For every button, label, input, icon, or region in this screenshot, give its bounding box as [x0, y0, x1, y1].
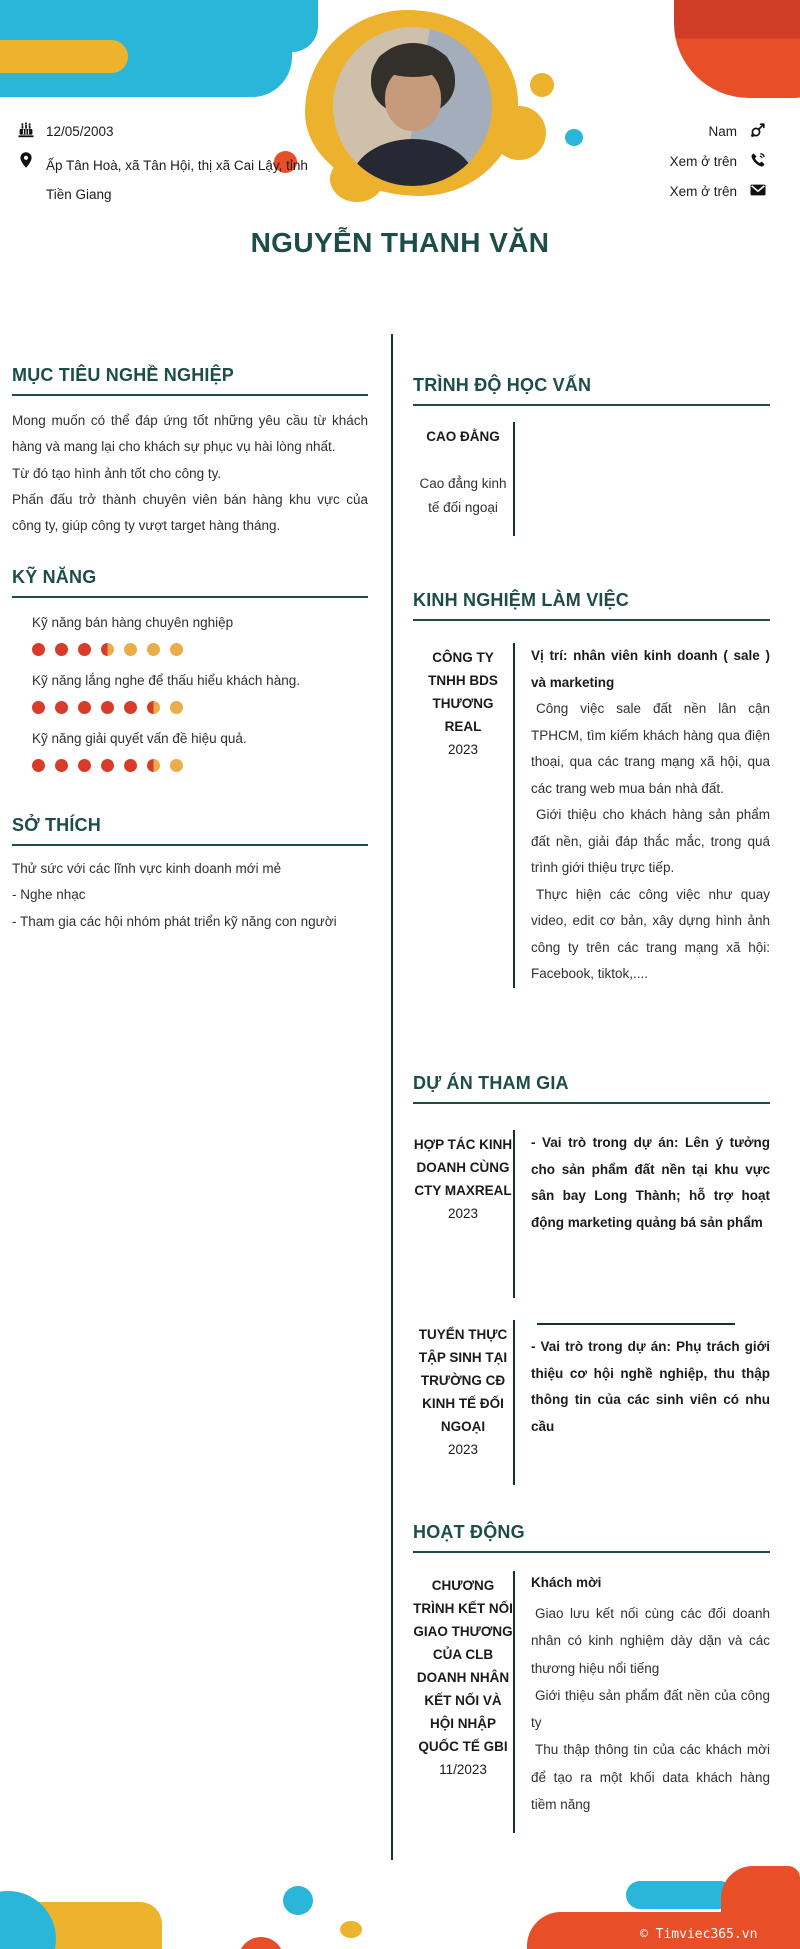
watermark: © Timviec365.vn [640, 1927, 758, 1942]
section-activities [413, 1520, 770, 1833]
section-hobbies [12, 813, 368, 935]
skill-item [12, 612, 368, 656]
skill-rating [32, 759, 368, 772]
project-date: 2023 [447, 1206, 479, 1221]
avatar-shoulders [351, 139, 475, 186]
skill-label: Kỹ năng giải quyết vấn đề hiệu quả. [32, 731, 247, 746]
entry-content [515, 643, 770, 988]
section-underline [413, 404, 770, 406]
section-objective [12, 363, 368, 539]
section-title: DỰ ÁN THAM GIA [413, 1073, 569, 1093]
gender-value: Nam [708, 124, 737, 139]
address-value: Ấp Tân Hoà, xã Tân Hội, thị xã Cai Lậy, tỉnh Tiền Giang [46, 158, 308, 202]
section-title: TRÌNH ĐỘ HỌC VẤN [413, 375, 592, 395]
skill-dot-red [78, 759, 91, 772]
experience-position: Vị trí: nhân viên kinh doanh ( sale ) và marketing [531, 648, 770, 690]
hobby-line: Thử sức với các lĩnh vực kinh doanh mới mẻ [12, 861, 282, 876]
objective-paragraph: Mong muốn có thể đáp ứng tốt những yêu cầu từ khách hàng và mang lại cho khách sự phục vụ hài lòng nhất. [12, 413, 368, 455]
column-divider [391, 334, 393, 1860]
decor-yellow-dot [530, 73, 554, 97]
avatar-fringe [377, 47, 449, 77]
skill-dot-red [32, 759, 45, 772]
section-title: SỞ THÍCH [12, 815, 101, 835]
profile-photo [333, 27, 492, 186]
section-title: KINH NGHIỆM LÀM VIỆC [413, 590, 630, 610]
skill-dot-yellow [170, 701, 183, 714]
skill-dot-yellow [170, 643, 183, 656]
skill-dot-yellow [124, 643, 137, 656]
project-entry [413, 1320, 770, 1485]
decor-bottom-right-teal-bar [626, 1881, 734, 1909]
objective-body [12, 408, 368, 539]
section-title: HOẠT ĐỘNG [413, 1522, 525, 1542]
skill-dot-yellow [147, 643, 160, 656]
activity-paragraph: Giới thiệu sản phẩm đất nền của công ty [531, 1687, 770, 1731]
experience-entry [413, 643, 770, 988]
entry-content [515, 1571, 770, 1833]
skill-dot-red [78, 701, 91, 714]
education-level: CAO ĐẲNG [426, 429, 500, 444]
activity-paragraph: Giao lưu kết nối cùng các đối doanh nhân có kinh nghiệm dày dặn và các thương hiệu nổi tiếng [531, 1606, 770, 1676]
envelope-icon [749, 181, 767, 199]
gender-symbol-icon [749, 121, 767, 139]
skill-label: Kỹ năng bán hàng chuyên nghiệp [32, 615, 234, 630]
skill-dot-red [55, 701, 68, 714]
project-separator-line [537, 1323, 735, 1325]
skill-dot-yellow [170, 759, 183, 772]
activity-paragraph: Thu thập thông tin của các khách mời để tạo ra một khối data khách hàng tiềm năng [531, 1742, 770, 1813]
objective-paragraph: Từ đó tạo hình ảnh tốt cho công ty. [12, 465, 222, 481]
decor-bottom-red-dot [238, 1937, 284, 1949]
experience-paragraph: Thực hiện các công việc như quay video, edit cơ bản, xây dựng hình ảnh công ty trên các trang mạng xã hội: Facebook, tiktok,.... [531, 886, 770, 981]
education-major: Cao đẳng kinh tế đối ngoại [419, 476, 507, 515]
decor-top-right-orange [674, 0, 800, 98]
project-date: 2023 [447, 1442, 479, 1457]
section-underline [12, 844, 368, 846]
entry-content [515, 422, 770, 536]
entry-org-column [413, 422, 513, 536]
experience-paragraph: Công việc sale đất nền lân cận TPHCM, tìm kiếm khách hàng qua điện thoại, qua các trang mạng xã hội, qua các trang web mua bán nhà đất. [531, 701, 770, 796]
phone-icon [749, 151, 767, 169]
skill-dot-red [32, 643, 45, 656]
section-underline [413, 1551, 770, 1553]
contact-info-right [670, 121, 767, 211]
skill-rating [32, 701, 368, 714]
skill-dot-red [101, 701, 114, 714]
entry-content [515, 1320, 770, 1485]
activity-name: CHƯƠNG TRÌNH KẾT NỐI GIAO THƯƠNG CỦA CLB DOANH NHÂN KẾT NỐI VÀ HỘI NHẬP QUỐC TẾ GBI [413, 1578, 513, 1754]
skill-dot-red [55, 759, 68, 772]
section-education [413, 373, 770, 536]
section-underline [12, 596, 368, 598]
project-role: - Vai trò trong dự án: Phụ trách giới thiệu cơ hội nghề nghiệp, thu thập thông tin của các sinh viên có nhu cầu [531, 1339, 770, 1434]
skill-dot-red [101, 759, 114, 772]
entry-org-column [413, 643, 513, 988]
decor-top-left-yellow-bar [0, 40, 128, 73]
skill-dot-half [147, 701, 160, 714]
skill-dot-red [124, 759, 137, 772]
experience-paragraph: Giới thiệu cho khách hàng sản phẩm đất nền, giải đáp thắc mắc, trong quá trình giới thiệu trực tiếp. [531, 807, 770, 875]
location-pin-icon [17, 151, 35, 169]
project-name: HỢP TÁC KINH DOANH CÙNG CTY MAXREAL [413, 1137, 513, 1198]
skill-item [12, 670, 368, 714]
phone-row [670, 151, 767, 172]
project-entry [413, 1130, 770, 1298]
skill-item [12, 728, 368, 772]
section-experience [413, 588, 770, 988]
section-underline [413, 1102, 770, 1104]
hobby-line: - Nghe nhạc [12, 887, 86, 903]
skill-label: Kỹ năng lắng nghe để thấu hiểu khách hàng. [32, 673, 300, 688]
entry-content [515, 1130, 770, 1298]
contact-info-left [17, 121, 314, 218]
section-projects [413, 1071, 770, 1485]
section-skills [12, 565, 368, 785]
decor-photo-blob-bump-right [492, 106, 546, 160]
dob-row [17, 121, 314, 142]
skill-dot-red [55, 643, 68, 656]
experience-company: CÔNG TY TNHH BDS THƯƠNG REAL [428, 650, 498, 734]
section-title: MỤC TIÊU NGHỀ NGHIỆP [12, 365, 235, 385]
entry-org-column [413, 1320, 513, 1485]
section-title: KỸ NĂNG [12, 567, 97, 587]
experience-date: 2023 [447, 742, 479, 757]
entry-org-column [413, 1571, 513, 1833]
entry-org-column [413, 1130, 513, 1298]
decor-bottom-teal-dot [283, 1886, 313, 1915]
email-value: Xem ở trên [669, 184, 737, 199]
email-row [670, 181, 767, 202]
objective-paragraph: Phấn đấu trở thành chuyên viên bán hàng khu vực của công ty, giúp công ty vượt target hàng tháng. [12, 491, 368, 534]
skill-dot-half [147, 759, 160, 772]
activity-date: 11/2023 [439, 1762, 487, 1777]
activity-heading: Khách mời [531, 1575, 602, 1590]
section-underline [413, 619, 770, 621]
skill-dot-red [32, 701, 45, 714]
decor-cyan-dot [565, 129, 583, 146]
phone-value: Xem ở trên [669, 154, 737, 169]
dob-value: 12/05/2003 [46, 124, 114, 139]
skill-dot-red [124, 701, 137, 714]
hobby-list [12, 856, 368, 935]
decor-bottom-yellow-dot [340, 1921, 362, 1938]
address-row [17, 151, 314, 209]
activity-entry [413, 1571, 770, 1833]
decor-bottom-left-teal [0, 1891, 56, 1949]
education-entry [413, 422, 770, 536]
hobby-line: - Tham gia các hội nhóm phát triển kỹ năng con người [12, 913, 337, 929]
project-name: TUYỂN THỰC TẬP SINH TẠI TRƯỜNG CĐ KINH TẾ ĐỐI NGOẠI [418, 1327, 508, 1434]
skill-dot-half [101, 643, 114, 656]
project-role: - Vai trò trong dự án: Lên ý tưởng cho sản phẩm đất nền tại khu vực sân bay Long Thành; hỗ trợ hoạt động marketing quảng bá sản phẩm [531, 1135, 770, 1230]
gender-row [670, 121, 767, 142]
skill-rating [32, 643, 368, 656]
section-underline [12, 394, 368, 396]
candidate-name: NGUYỄN THANH VĂN [250, 227, 550, 258]
birthday-cake-icon [17, 121, 35, 139]
skill-dot-red [78, 643, 91, 656]
